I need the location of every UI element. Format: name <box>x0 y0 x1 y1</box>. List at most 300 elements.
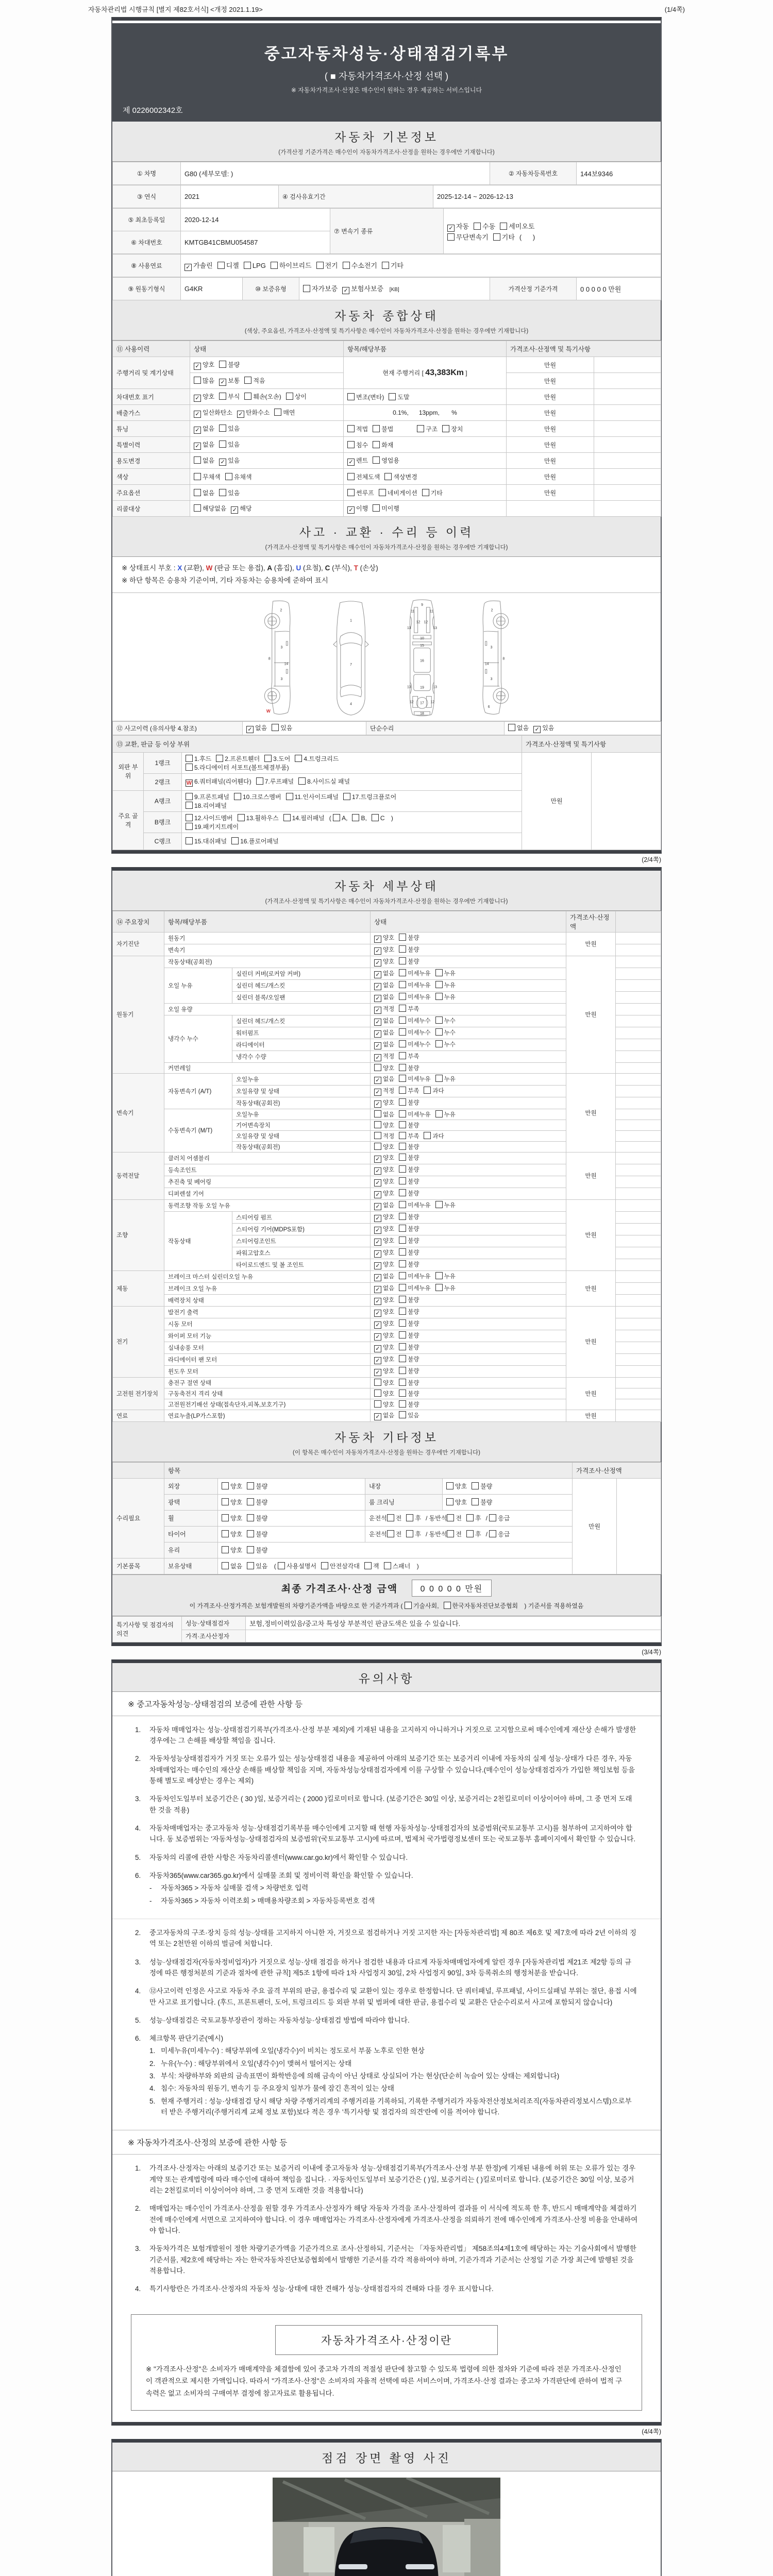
checkbox[interactable] <box>399 1343 406 1350</box>
checkbox[interactable] <box>374 1143 381 1150</box>
table-row <box>113 485 661 501</box>
checkbox[interactable] <box>216 755 223 762</box>
table-cell: 운전석 전 후 / 동반석 전 후 / 응급 <box>365 1526 573 1542</box>
checkbox[interactable] <box>435 1040 443 1047</box>
checkbox[interactable]: ✓ <box>347 506 355 514</box>
checkbox[interactable] <box>186 837 193 844</box>
checkbox[interactable]: ✓ <box>374 1167 381 1175</box>
checkbox[interactable] <box>489 1530 496 1537</box>
table-cell: 가격산정 기준가격 <box>490 278 577 300</box>
checkbox[interactable]: ✓ <box>374 1089 381 1096</box>
checkbox[interactable] <box>384 1562 391 1569</box>
checkbox-label: 있음 <box>542 724 554 732</box>
checkbox[interactable] <box>247 1562 254 1569</box>
checkbox[interactable] <box>222 1514 229 1521</box>
checkbox-label: 누유 <box>444 982 456 989</box>
checkbox[interactable] <box>399 1260 406 1267</box>
checkbox[interactable] <box>417 425 424 432</box>
checkbox-option <box>219 424 240 433</box>
checkbox[interactable] <box>508 724 515 731</box>
checkbox[interactable] <box>347 473 355 480</box>
checkbox[interactable]: ✓ <box>374 1298 381 1305</box>
panel-number: 11 <box>411 609 415 614</box>
checkbox[interactable]: ✓ <box>194 443 201 450</box>
checkbox[interactable]: ✓ <box>374 983 381 990</box>
notice-item <box>135 1957 638 1979</box>
checkbox[interactable]: ✓ <box>374 1007 381 1014</box>
notice-item <box>135 1986 638 2008</box>
panel-number: 7 <box>350 663 352 667</box>
checkbox[interactable] <box>399 1331 406 1338</box>
checkbox[interactable] <box>373 456 380 464</box>
notice-number: 4. <box>135 1987 141 1995</box>
checkbox[interactable] <box>399 1098 406 1106</box>
checkbox[interactable]: ✓ <box>374 1215 381 1222</box>
checkbox[interactable] <box>286 393 293 400</box>
table-cell: 특별이력 <box>113 437 190 453</box>
checkbox[interactable] <box>219 440 226 448</box>
checkbox[interactable] <box>222 1498 229 1505</box>
checkbox[interactable] <box>424 1132 431 1139</box>
table-cell <box>616 1211 661 1223</box>
checkbox[interactable]: ✓ <box>374 1156 381 1163</box>
basic-info-row2 <box>112 185 661 208</box>
checkbox[interactable] <box>406 1530 413 1537</box>
checkbox-option <box>374 1177 394 1187</box>
checkbox[interactable] <box>399 1201 406 1208</box>
checkbox-option <box>374 1260 394 1269</box>
checkbox-label: 양호 <box>383 1297 395 1303</box>
checkbox[interactable] <box>435 969 443 976</box>
checkbox[interactable] <box>382 262 389 269</box>
checkbox[interactable] <box>194 456 201 464</box>
checkbox-option <box>399 1121 419 1129</box>
checkbox[interactable] <box>244 377 251 384</box>
checkbox[interactable] <box>399 1121 406 1128</box>
checkbox-option <box>374 945 394 955</box>
checkbox[interactable] <box>343 262 350 269</box>
table-cell: 오일누유 <box>232 1073 371 1085</box>
notice-sub-text: 부식: 차량하부와 외판의 금속표면이 화학반응에 의해 금속이 아닌 상태로 상실되어 가는 현상(단순히 녹슬어 있는 상태는 제외합니다) <box>161 2072 560 2080</box>
checkbox[interactable]: ✓ <box>374 1100 381 1108</box>
checkbox[interactable] <box>447 1514 454 1521</box>
notice-text: 자동차인도일부터 보증기간은 ( 30 )일, 보증거리는 ( 2000 )킬로미터로 합니다. (보증기간은 30일 이상, 보증거리는 2천킬로미터 이상이어야 하며, 그 중 먼저 도래한 것을 적용) <box>149 1795 632 1814</box>
table-row <box>113 341 661 357</box>
checkbox[interactable] <box>347 393 355 400</box>
checkbox[interactable] <box>194 377 201 384</box>
checkbox[interactable] <box>333 814 340 821</box>
checkbox[interactable] <box>435 1016 443 1024</box>
checkbox[interactable] <box>399 957 406 964</box>
checkbox[interactable] <box>389 393 396 400</box>
checkbox[interactable] <box>399 1154 406 1161</box>
checkbox[interactable] <box>399 1110 406 1117</box>
checkbox[interactable] <box>435 1028 443 1036</box>
checkbox[interactable]: ✓ <box>374 1369 381 1376</box>
checkbox[interactable] <box>374 1121 381 1128</box>
checkbox[interactable] <box>406 1514 413 1521</box>
checkbox[interactable]: ✓ <box>194 411 201 418</box>
checkbox[interactable] <box>399 1040 406 1047</box>
checkbox[interactable] <box>244 393 251 400</box>
checkbox[interactable]: ✓ <box>231 506 238 514</box>
checkbox-label: 응급 <box>498 1531 510 1538</box>
table-cell: 브레이크 마스터 실린더오일 누유 <box>164 1270 371 1282</box>
checkbox[interactable] <box>435 1110 443 1117</box>
section-other-info <box>112 1422 661 1462</box>
checkbox[interactable] <box>347 425 355 432</box>
checkbox-option <box>347 456 368 466</box>
checkbox[interactable] <box>447 233 455 241</box>
checkbox-label: 있음 <box>228 440 240 448</box>
checkbox-option <box>399 1284 430 1292</box>
checkbox[interactable] <box>303 285 310 292</box>
checkbox[interactable]: ✓ <box>374 1077 381 1084</box>
checkbox[interactable]: ✓ <box>374 1179 381 1187</box>
checkbox[interactable] <box>256 777 263 785</box>
checkbox-option <box>399 1064 419 1072</box>
checkbox[interactable] <box>347 489 355 496</box>
checkbox[interactable] <box>399 1296 406 1303</box>
checkbox[interactable] <box>186 802 193 809</box>
checkbox[interactable] <box>379 489 386 496</box>
checkbox[interactable] <box>387 1530 394 1537</box>
checkbox-option <box>444 1601 518 1610</box>
checkbox[interactable]: ✓ <box>374 1250 381 1258</box>
checkbox[interactable] <box>446 1482 453 1489</box>
checkbox[interactable]: ✓ <box>374 1203 381 1210</box>
checkbox-option <box>489 1530 510 1538</box>
checkbox-label: 불량 <box>408 1309 419 1315</box>
checkbox[interactable] <box>500 223 507 230</box>
checkbox[interactable] <box>244 262 251 269</box>
table-cell <box>190 437 344 453</box>
checkbox-option <box>225 472 252 481</box>
table-cell <box>371 1211 566 1223</box>
checkbox[interactable] <box>435 1201 443 1208</box>
checkbox[interactable]: ✓ <box>237 411 244 418</box>
checkbox[interactable] <box>399 1052 406 1059</box>
table-cell <box>371 1176 566 1188</box>
checkbox[interactable] <box>399 1075 406 1082</box>
table-cell: 전기 <box>113 1306 164 1377</box>
checkbox[interactable] <box>399 1355 406 1362</box>
section-title: 점검 장면 촬영 사진 <box>322 2451 451 2465</box>
checkbox[interactable] <box>219 361 226 368</box>
checkbox[interactable] <box>274 409 281 416</box>
checkbox[interactable] <box>384 473 392 480</box>
checkbox[interactable] <box>247 1498 254 1505</box>
checkbox[interactable] <box>435 1075 443 1082</box>
checkbox[interactable] <box>247 1514 254 1521</box>
notice-subheading-2: ※ 자동차가격조사·산정의 보증에 관한 사항 등 <box>112 2130 661 2155</box>
checkbox[interactable] <box>466 1514 474 1521</box>
checkbox-option <box>399 1165 419 1174</box>
checkbox[interactable]: ✓ <box>374 1274 381 1281</box>
checkbox[interactable] <box>399 1005 406 1012</box>
checkbox[interactable]: ✓ <box>246 726 254 733</box>
checkbox[interactable]: ✓ <box>374 995 381 1002</box>
checkbox[interactable] <box>399 1064 406 1071</box>
table-cell <box>371 1164 566 1176</box>
notice-item <box>135 2163 638 2196</box>
form-table <box>112 1462 661 1574</box>
checkbox[interactable] <box>194 473 201 480</box>
checkbox[interactable] <box>272 724 279 731</box>
table-cell <box>616 1306 661 1318</box>
checkbox[interactable] <box>399 1016 406 1024</box>
checkbox[interactable]: ✓ <box>374 936 381 943</box>
notice-number: 2. <box>135 1928 141 1937</box>
checkbox-option <box>186 822 239 831</box>
checkbox[interactable]: W <box>186 780 192 787</box>
checkbox[interactable]: ✓ <box>374 1345 381 1352</box>
checkbox[interactable] <box>493 233 500 241</box>
table-cell <box>190 453 344 469</box>
checkbox[interactable] <box>472 1498 479 1505</box>
table-cell <box>344 501 507 517</box>
checkbox[interactable] <box>234 793 241 800</box>
checkbox[interactable] <box>435 993 443 1000</box>
checkbox-label: 불량 <box>408 1099 419 1106</box>
checkbox[interactable] <box>194 489 201 496</box>
table-cell: ② 자동차등록번호 <box>490 162 577 185</box>
checkbox[interactable] <box>186 823 193 830</box>
inspection-photo-front <box>273 2478 500 2576</box>
checkbox[interactable] <box>399 945 406 953</box>
checkbox-option <box>399 1355 419 1363</box>
checkbox[interactable] <box>399 1284 406 1291</box>
checkbox[interactable] <box>316 262 324 269</box>
checkbox[interactable] <box>399 969 406 976</box>
checkbox-label: 해당없음 <box>203 504 227 512</box>
detail-status-table <box>112 911 661 1422</box>
table-cell: KMTGB41CBMU054587 <box>181 231 330 254</box>
checkbox[interactable] <box>472 1482 479 1489</box>
checkbox-label: 훼손(오손) <box>253 393 281 400</box>
checkbox[interactable] <box>435 1272 443 1279</box>
checkbox[interactable]: ✓ <box>374 1310 381 1317</box>
checkbox-option <box>278 1562 316 1570</box>
checkbox[interactable] <box>435 981 443 988</box>
checkbox[interactable]: ✓ <box>347 459 355 466</box>
checkbox[interactable] <box>247 1546 254 1553</box>
checkbox[interactable] <box>399 934 406 941</box>
checkbox[interactable] <box>374 1132 381 1139</box>
checkbox-label: 장치 <box>451 425 463 433</box>
checkbox[interactable] <box>373 425 380 432</box>
checkbox-option <box>194 504 226 513</box>
checkbox-option <box>271 260 312 270</box>
legend-part: T <box>354 564 358 572</box>
checkbox[interactable] <box>278 1562 285 1569</box>
checkbox[interactable] <box>231 837 239 844</box>
checkbox[interactable] <box>343 793 350 800</box>
checkbox[interactable] <box>186 793 193 800</box>
checkbox[interactable] <box>374 1400 381 1408</box>
table-cell: 타이어 <box>164 1526 218 1542</box>
checkbox[interactable] <box>186 764 193 771</box>
checkbox-label: 불량 <box>408 1155 419 1161</box>
checkbox[interactable] <box>399 1213 406 1220</box>
checkbox[interactable] <box>399 1165 406 1173</box>
checkbox[interactable]: ✓ <box>342 287 349 294</box>
checkbox[interactable] <box>399 1087 406 1094</box>
checkbox[interactable] <box>222 1562 229 1569</box>
checkbox[interactable] <box>474 223 481 230</box>
checkbox[interactable]: ✓ <box>374 1333 381 1341</box>
checkbox[interactable] <box>374 1389 381 1397</box>
checkbox[interactable] <box>373 441 380 448</box>
checkbox[interactable] <box>247 1482 254 1489</box>
table-cell <box>371 1294 566 1306</box>
checkbox[interactable] <box>186 755 193 762</box>
checkbox[interactable] <box>444 1602 451 1609</box>
checkbox[interactable] <box>399 1400 406 1408</box>
checkbox[interactable] <box>364 1562 372 1569</box>
checkbox[interactable] <box>422 489 429 496</box>
table-cell: 항목/해당부품 <box>164 911 371 932</box>
checkbox[interactable]: ✓ <box>374 1262 381 1269</box>
checkbox[interactable]: ✓ <box>374 1054 381 1061</box>
checkbox[interactable]: ✓ <box>374 959 381 967</box>
checkbox[interactable] <box>222 1530 229 1537</box>
table-cell: 자가보증 ✓ 보험사보증 [KB] <box>299 278 490 300</box>
checkbox[interactable] <box>399 1367 406 1374</box>
checkbox[interactable] <box>374 1379 381 1386</box>
checkbox[interactable]: ✓ <box>374 1239 381 1246</box>
checkbox[interactable]: ✓ <box>374 1191 381 1198</box>
checkbox[interactable] <box>435 1284 443 1291</box>
table-row <box>113 1478 661 1494</box>
checkbox[interactable] <box>352 814 359 821</box>
checkbox-label: 없음 <box>383 1412 395 1419</box>
checkbox[interactable]: ✓ <box>374 947 381 955</box>
checkbox[interactable] <box>373 504 380 512</box>
legend-part: (교환), <box>182 564 206 572</box>
checkbox-option <box>333 814 347 822</box>
checkbox-option <box>374 1110 394 1118</box>
checkbox[interactable] <box>298 777 306 785</box>
checkbox[interactable] <box>186 814 193 821</box>
checkbox[interactable] <box>222 1546 229 1553</box>
checkbox[interactable]: ✓ <box>184 264 192 271</box>
checkbox-label: 양호 <box>383 935 395 941</box>
checkbox[interactable] <box>424 1087 431 1094</box>
checkbox[interactable] <box>399 1236 406 1244</box>
checkbox[interactable] <box>399 993 406 1000</box>
checkbox[interactable]: ✓ <box>194 395 201 402</box>
checkbox[interactable] <box>442 425 449 432</box>
panel-number: 13 <box>433 626 438 630</box>
checkbox[interactable] <box>225 473 232 480</box>
checkbox[interactable] <box>489 1514 496 1521</box>
checkbox[interactable] <box>286 793 293 800</box>
checkbox[interactable] <box>295 755 302 762</box>
checkbox[interactable] <box>399 1389 406 1397</box>
table-row <box>113 357 661 373</box>
checkbox-option <box>374 1355 394 1364</box>
checkbox[interactable] <box>222 1482 229 1489</box>
checkbox[interactable] <box>399 1272 406 1279</box>
checkbox[interactable] <box>399 1189 406 1196</box>
checkbox[interactable]: ✓ <box>374 1321 381 1329</box>
checkbox[interactable] <box>238 814 245 821</box>
checkbox[interactable] <box>446 1498 453 1505</box>
checkbox[interactable]: ✓ <box>374 1357 381 1364</box>
checkbox[interactable] <box>219 425 226 432</box>
checkbox[interactable] <box>372 814 379 821</box>
panel-number: 16 <box>420 658 424 663</box>
checkbox-option <box>247 1546 267 1554</box>
notice-number: 3. <box>135 1795 141 1803</box>
checkbox[interactable] <box>399 1143 406 1150</box>
checkbox[interactable]: ✓ <box>374 1413 381 1420</box>
checkbox[interactable] <box>466 1530 474 1537</box>
checkbox[interactable] <box>219 489 226 496</box>
checkbox[interactable]: ✓ <box>219 459 226 466</box>
checkbox[interactable]: ✓ <box>374 1042 381 1049</box>
checkbox-label: 적정 <box>383 1006 395 1012</box>
checkbox[interactable]: ✓ <box>374 1227 381 1234</box>
checkbox[interactable]: ✓ <box>533 726 541 733</box>
checkbox[interactable] <box>399 1248 406 1256</box>
checkbox[interactable] <box>399 1379 406 1386</box>
checkbox[interactable]: ✓ <box>374 1286 381 1293</box>
checkbox[interactable] <box>447 1530 454 1537</box>
checkbox[interactable] <box>405 1602 412 1609</box>
table-cell: 라디에이터 <box>232 1039 371 1050</box>
notice-item <box>135 2243 638 2276</box>
checkbox[interactable]: ✓ <box>194 427 201 434</box>
table-cell <box>371 979 566 991</box>
checkbox[interactable]: ✓ <box>194 363 201 370</box>
checkbox-option <box>194 360 214 370</box>
checkbox[interactable] <box>347 441 355 448</box>
checkbox-option <box>374 1379 394 1387</box>
checkbox[interactable] <box>399 1028 406 1036</box>
checkbox[interactable]: ✓ <box>374 1019 381 1026</box>
checkbox[interactable]: ✓ <box>219 379 226 386</box>
checkbox[interactable] <box>271 262 278 269</box>
checkbox[interactable]: ✓ <box>374 971 381 978</box>
checkbox[interactable] <box>399 981 406 988</box>
checkbox[interactable] <box>321 1562 328 1569</box>
checkbox-option <box>194 488 214 497</box>
checkbox[interactable] <box>399 1308 406 1315</box>
checkbox[interactable]: ✓ <box>374 1030 381 1038</box>
notice-text: 성능·상태점검자(자동차정비업자)가 거짓으로 성능·상태 점검을 하거나 점검한 내용과 다르게 자동차매매업자에게 알린 경우 [자동차관리법 제21조 제2항 등의 규정에 따른 행정처분의 기준과 절차에 관한 규칙] 제5조 1항에 따라 1차 사업정지 30일, 2차 사업정지 90일, 3차 등록취소의 행정처분을 받습니다. <box>149 1958 632 1977</box>
checkbox[interactable]: ✓ <box>447 225 455 232</box>
checkbox[interactable] <box>264 755 272 762</box>
table-cell: 보유상태 <box>164 1558 218 1574</box>
checkbox[interactable] <box>374 1064 381 1071</box>
checkbox[interactable] <box>399 1319 406 1327</box>
checkbox-option <box>379 488 417 497</box>
checkbox[interactable] <box>374 1110 381 1117</box>
checkbox[interactable] <box>194 504 201 512</box>
checkbox-option <box>247 1482 267 1490</box>
checkbox[interactable] <box>399 1225 406 1232</box>
checkbox[interactable] <box>387 1514 394 1521</box>
checkbox[interactable] <box>399 1411 406 1418</box>
checkbox[interactable] <box>283 814 291 821</box>
checkbox[interactable] <box>399 1132 406 1139</box>
checkbox[interactable] <box>217 262 225 269</box>
checkbox[interactable] <box>247 1530 254 1537</box>
checkbox[interactable] <box>399 1177 406 1184</box>
checkbox[interactable] <box>219 393 226 400</box>
